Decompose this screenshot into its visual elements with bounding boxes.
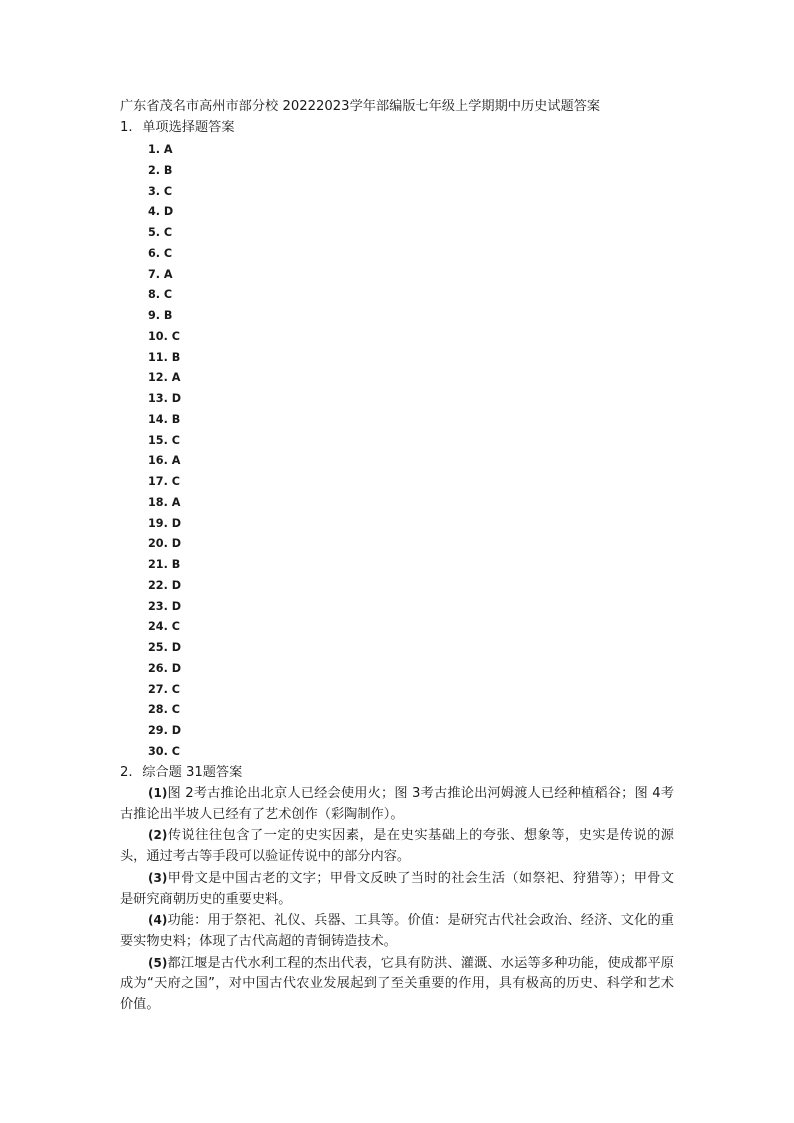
section-heading-comprehensive xyxy=(120,764,242,782)
section-number: 1. xyxy=(120,120,133,135)
section-title: 综合题 31题答案 xyxy=(142,765,243,780)
answer-item: 19. D xyxy=(148,516,181,530)
paragraph-index: (3) xyxy=(148,870,168,885)
answer-item: 30. C xyxy=(148,744,180,758)
document-title: 广东省茂名市高州市部分校 20222023学年部编版七年级上学期期中历史试题答案 xyxy=(120,99,601,114)
answer-item: 11. B xyxy=(148,350,181,364)
answer-paragraph xyxy=(120,953,674,1016)
section-heading-multiple-choice xyxy=(120,119,235,137)
answer-item: 16. A xyxy=(148,454,181,468)
answer-item: 7. A xyxy=(148,267,173,281)
answer-list xyxy=(148,140,181,763)
paragraph-text: 都江堰是古代水利工程的杰出代表，它具有防洪、灌溉、水运等多种功能，使成都平原成为“天府之国”，对中国古代农业发展起到了至关重要的作用，具有极高的历史、科学和艺术价值。 xyxy=(120,955,674,1013)
answer-item: 8. C xyxy=(148,288,173,302)
answer-item: 2. B xyxy=(148,163,173,177)
paragraph-index: (4) xyxy=(148,913,168,928)
paragraph-index: (2) xyxy=(148,828,168,843)
answer-paragraph xyxy=(120,783,674,825)
answer-item: 6. C xyxy=(148,246,173,260)
answer-item: 25. D xyxy=(148,641,181,654)
answer-item: 20. D xyxy=(148,537,181,551)
answer-item: 18. A xyxy=(148,495,181,509)
answer-item: 10. C xyxy=(148,329,180,343)
paragraph-index: (5) xyxy=(148,955,168,970)
answer-item: 9. B xyxy=(148,309,173,322)
answer-item: 3. C xyxy=(148,184,173,198)
answer-item: 5. C xyxy=(148,226,173,239)
paragraph-text: 图 2考古推论出北京人已经会使用火；图 3考古推论出河姆渡人已经种植稻谷；图 4考古推论出半坡人已经有了艺术创作（彩陶制作）。 xyxy=(120,786,674,822)
answer-item: 22. D xyxy=(148,578,181,592)
answer-item: 4. D xyxy=(148,205,174,219)
answer-item: 24. C xyxy=(148,620,180,634)
paragraph-index: (1) xyxy=(148,786,168,800)
answer-item: 27. C xyxy=(148,682,180,696)
answer-paragraph xyxy=(120,825,674,867)
paragraph-text: 传说往往包含了一定的史实因素，是在史实基础上的夸张、想象等，史实是传说的源头，通过考古等手段可以验证传说中的部分内容。 xyxy=(120,828,674,865)
answer-item: 28. C xyxy=(148,703,180,717)
answer-paragraph xyxy=(120,910,674,952)
answer-item: 26. D xyxy=(148,661,181,675)
paragraph-text: 功能：用于祭祀、礼仪、兵器、工具等。价值：是研究古代社会政治、经济、文化的重要实物史料；体现了古代高超的青铜铸造技术。 xyxy=(120,913,674,949)
answer-item: 13. D xyxy=(148,392,181,405)
answer-paragraphs xyxy=(120,783,674,1016)
section-title: 单项选择题答案 xyxy=(142,120,235,135)
answer-item: 29. D xyxy=(148,724,181,737)
answer-item: 14. B xyxy=(148,412,181,426)
answer-item: 12. A xyxy=(148,371,181,385)
answer-item: 1. A xyxy=(148,143,173,156)
answer-item: 21. B xyxy=(148,558,181,571)
section-number: 2. xyxy=(120,765,133,780)
answer-item: 15. C xyxy=(148,433,180,447)
answer-paragraph xyxy=(120,868,674,910)
answer-item: 23. D xyxy=(148,599,181,613)
answer-item: 17. C xyxy=(148,475,180,488)
paragraph-text: 甲骨文是中国古老的文字；甲骨文反映了当时的社会生活（如祭祀、狩猎等）；甲骨文是研究商朝历史的重要史料。 xyxy=(120,870,674,907)
